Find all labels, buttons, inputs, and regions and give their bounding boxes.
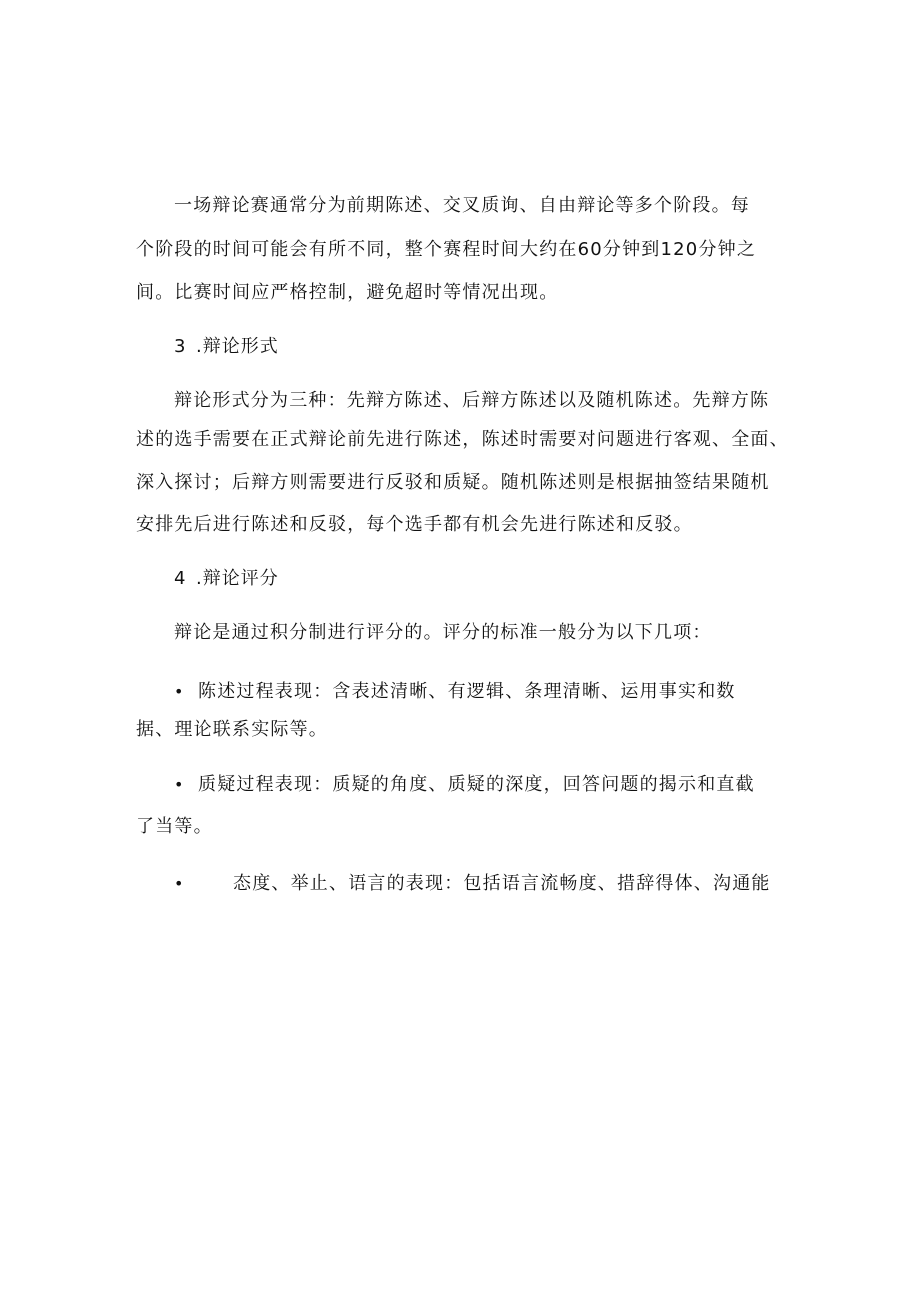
section-3-line-1: 辩论形式分为三种：先辩方陈述、后辩方陈述以及随机陈述。先辩方陈 (174, 390, 770, 411)
section-3-heading (174, 336, 279, 358)
bullet-1-line-1: 陈述过程表现：含表述清晰、有逻辑、条理清晰、运用事实和数 (198, 681, 736, 702)
bullet-3-line-1: 态度、举止、语言的表现：包括语言流畅度、措辞得体、沟通能 (233, 873, 771, 894)
bullet-1-line-2: 据、理论联系实际等。 (136, 719, 328, 740)
section-4-number: 4 (174, 568, 187, 589)
section-3-line-4: 安排先后进行陈述和反驳，每个选手都有机会先进行陈述和反驳。 (136, 514, 693, 535)
intro-line-3: 间。比赛时间应严格控制，避免超时等情况出现。 (136, 282, 559, 303)
section-3-line-3: 深入探讨；后辩方则需要进行反驳和质疑。随机陈述则是根据抽签结果随机 (136, 472, 770, 493)
bullet-3-marker: • (174, 874, 184, 893)
intro-line-2: 个阶段的时间可能会有所不同，整个赛程时间大约在60分钟到120分钟之 (136, 239, 757, 260)
bullet-2-line-1: 质疑过程表现：质疑的角度、质疑的深度，回答问题的揭示和直截 (198, 774, 755, 795)
bullet-2-line-2: 了当等。 (136, 816, 213, 837)
section-4-intro: 辩论是通过积分制进行评分的。评分的标准一般分为以下几项： (174, 622, 712, 643)
intro-line-1: 一场辩论赛通常分为前期陈述、交叉质询、自由辩论等多个阶段。每 (174, 195, 750, 216)
section-3-line-2: 述的选手需要在正式辩论前先进行陈述，陈述时需要对问题进行客观、全面、 (136, 429, 789, 450)
section-4-title: .辩论评分 (196, 568, 279, 589)
bullet-1-marker: • (174, 682, 184, 701)
section-3-title: .辩论形式 (196, 336, 279, 357)
section-3-number: 3 (174, 336, 187, 357)
section-4-heading (174, 568, 279, 590)
bullet-2-marker: • (174, 775, 184, 794)
